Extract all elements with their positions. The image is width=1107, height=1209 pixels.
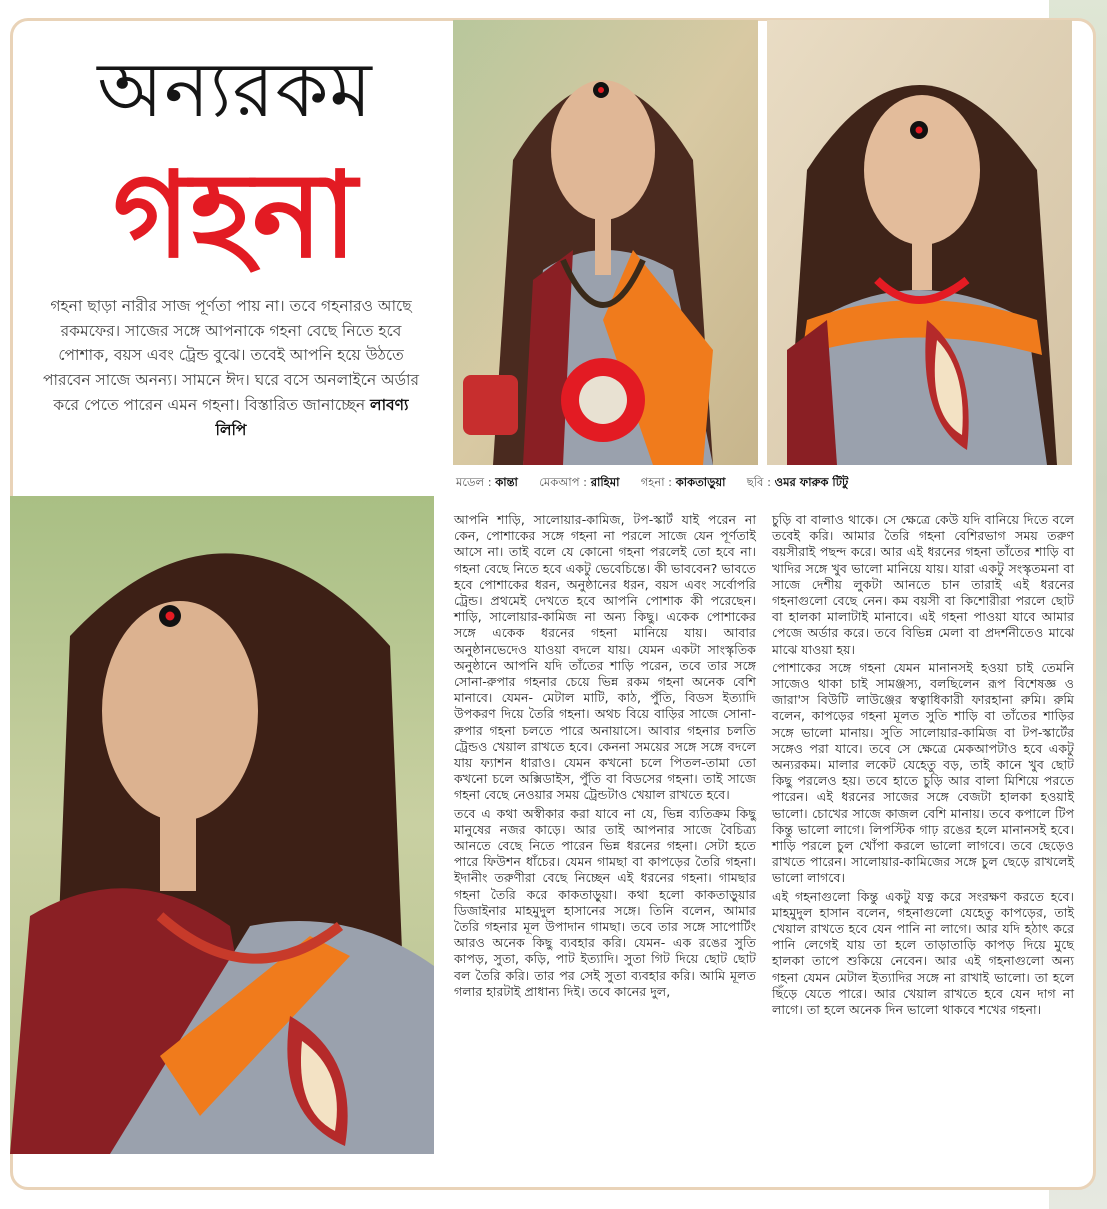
body-paragraph: আপনি শাড়ি, সালোয়ার-কামিজ, টপ-স্কার্ট যাই পরেন না কেন, পোশাকের সঙ্গে গহনা না পরলে সাজে যেন পূর্ণতাই আসে না। তাই বলে যে কোনো গহনা পরলেই তো হবে না। গহনা বেছে নিতে হবে একটু ভেবেচিন্তে। কী ভাববেন? ভাবতে হবে পোশাকের ধরন, অনুষ্ঠানের ধরন, বয়স এবং সর্বোপরি ট্রেন্ড। প্রথমেই দেখতে হবে আপনি পোশাক কী পরেছেন। শাড়ি, সালোয়ার-কামিজ না অন্য কিছু। একেক পোশাকের সঙ্গে একেক ধরনের গহনা মানিয়ে যায়। আবার অনুষ্ঠানভেদেও যাওয়া বদলে যায়। যেমন একটা সাংস্কৃতিক অনুষ্ঠানে আপনি যদি তাঁতের শাড়ি পরেন, তবে তার সঙ্গে সোনা-রুপার গহনার চেয়ে ভিন্ন রকম গহনা অনেক বেশি মানাবে। যেমন- মেটাল মাটি, কাঠ, পুঁতি, বিডস ইত্যাদি উপকরণ দিয়ে তৈরি গহনা। অথচ বিয়ে বাড়ির সাজে সোনা-রুপার গহনা চলতে পারে অনায়াসে। আবার গহনার চলতি ট্রেন্ডও খেয়াল রাখতে হবে। কেননা সময়ের সঙ্গে সঙ্গে বদলে যায় ফ্যাশন ধারাও। যেমন কখনো চলে পিতল-তামা তো কখনো চলে অক্সিডাইস, পুঁতি বা বিডসের গহনা। তাই সাজে গহনা বেছে নেওয়ার সময় ট্রেন্ডটাও খেয়াল রাখতে হবে।	[454, 512, 756, 803]
headline-line-2: গহনা	[113, 145, 357, 284]
credit-makeup: রাহিমা	[590, 475, 620, 489]
body-paragraph: চুড়ি বা বালাও থাকে। সে ক্ষেত্রে কেউ যদি বানিয়ে দিতে বলে তবেই করি। আমার তৈরি গহনা বেশিরভাগ সময় তরুণ বয়সীরাই পছন্দ করে। আর এই ধরনের গহনা তাঁতের শাড়ি বা খাদির সঙ্গে খুব ভালো মানিয়ে যায়। যারা একটু সংস্কৃতমনা বা সাজে দেশীয় লুকটা আনতে চান তারাই এই ধরনের গহনাগুলো বেছে নেন। কম বয়সী বা কিশোরীরা পরলে ছোট বা হালকা মালাটাই মানাবে। এই গহনা পাওয়া যাবে আমার পেজে অর্ডার করে। তবে বিভিন্ন মেলা বা প্রদর্শনীতেও মাঝে মাঝে যাওয়া হয়।	[772, 512, 1074, 657]
body-paragraph: তবে এ কথা অস্বীকার করা যাবে না যে, ভিন্ন ব্যতিক্রম কিছু মানুষের নজর কাড়ে। আর তাই আপনার সাজে বৈচিত্র্য আনতে বেছে নিতে পারেন ভিন্ন ধরনের গহনা। সেটা হতে পারে ফিউশন ধাঁচের। যেমন গামছা বা কাপড়ের তৈরি গহনা। ইদানীং তরুণীরা বেছে নিচ্ছেন এই ধরনের গহনা। গামছার গহনা তৈরি করে কাকতাড়ুয়া। কথা হলো কাকতাড়ুয়ার ডিজাইনার মাহমুদুল হাসানের সঙ্গে। তিনি বলেন, আমার তৈরি গহনার মূল উপাদান গামছা। তবে তার সঙ্গে সাপোর্টিং আরও অনেক কিছু ব্যবহার করি। যেমন- এক রঙের সুতি কাপড়, সুতা, কড়ি, পাট ইত্যাদি। সুতা গিট দিয়ে ছোট ছোট বল তৈরি করি। তার পর সেই সুতা ব্যবহার করি। আমি মূলত গলার হারটাই প্রাধান্য দিই। তবে কানের দুল,	[454, 805, 756, 999]
credit-model-label: মডেল :	[456, 475, 492, 489]
headline-line-1: অন্যরকম	[97, 45, 373, 134]
credit-photo-label: ছবি :	[746, 475, 771, 489]
model-photo-2	[767, 20, 1072, 465]
credit-makeup-label: মেকআপ :	[539, 475, 588, 489]
model-photo-3	[10, 496, 434, 1154]
body-paragraph: এই গহনাগুলো কিন্তু একটু যত্ন করে সংরক্ষণ করতে হবে। মাহমুদুল হাসান বলেন, গহনাগুলো যেহেতু কাপড়ের, তাই খেয়াল রাখতে হবে যেন পানি না লাগে। আর যদি হঠাৎ করে পানি লেগেই যায় তা হলে তাড়াতাড়ি কাপড় দিয়ে মুছে হালকা তাপে শুকিয়ে নেবেন। আর এই গহনাগুলো অন্য গহনা যেমন মেটাল ইত্যাদির সঙ্গে না রাখাই ভালো। তা হলে ছিঁড়ে যেতে পারে। আর খেয়াল রাখতে হবে যেন দাগ না লাগে। তা হলে অনেক দিন ভালো থাকবে শখের গহনা।	[772, 888, 1074, 1018]
body-column-1	[454, 512, 756, 1002]
credit-jewelry-label: গহনা :	[640, 475, 673, 489]
credit-model: কান্তা	[495, 475, 518, 489]
author-name: লাবণ্য লিপি	[215, 395, 409, 439]
intro-paragraph	[40, 294, 422, 442]
photo-credits	[456, 474, 1076, 494]
credit-photographer: ওমর ফারুক টিটু	[774, 475, 849, 489]
intro-text: গহনা ছাড়া নারীর সাজ পূর্ণতা পায় না। তবে গহনারও আছে রকমফের। সাজের সঙ্গে আপনাকে গহনা বেছে নিতে হবে পোশাক, বয়স এবং ট্রেন্ড বুঝে। তবেই আপনি হয়ে উঠতে পারবেন সাজে অনন্য। সামনে ঈদ। ঘরে বসে অনলাইনে অর্ডার করে পেতে পারেন এমন গহনা। বিস্তারিত জানাচ্ছেন	[42, 297, 420, 414]
body-column-2	[772, 512, 1074, 1020]
model-photo-1	[453, 20, 758, 465]
body-paragraph: পোশাকের সঙ্গে গহনা যেমন মানানসই হওয়া চাই তেমনি সাজেও থাকা চাই সামঞ্জস্য, বলছিলেন রূপ বিশেষজ্ঞ ও জারা'স বিউটি লাউঞ্জের স্বত্বাধিকারী ফারহানা রুমি। রুমি বলেন, কাপড়ের গহনা মূলত সুতি শাড়ি বা তাঁতের শাড়ির সঙ্গে ভালো মানায়। সুতি সালোয়ার-কামিজ বা টপ-স্কার্টের সঙ্গেও পরা যাবে। তবে সে ক্ষেত্রে মেকআপটাও হবে একটু অন্যরকম। মালার লকেট যেহেতু বড়, তাই কানে খুব ছোট কিছু পরলেও হয়। তবে হাতে চুড়ি আর বালা মিশিয়ে পরতে পারেন। এই ধরনের সাজের সঙ্গে বেজটা হালকা হওয়াই ভালো। চোখের সাজে কাজল বেশি মানায়। তবে কপালে টিপ কিন্তু ভালো লাগে। লিপস্টিক গাঢ় রঙের হলে মানানসই হবে। শাড়ি পরলে চুল খোঁপা করলে ভালো লাগবে। তবে ছেড়েও রাখতে পারেন। সালোয়ার-কামিজের সঙ্গে চুল ছেড়ে রাখলেই ভালো লাগবে।	[772, 659, 1074, 886]
credit-jewelry: কাকতাড়ুয়া	[675, 475, 726, 489]
